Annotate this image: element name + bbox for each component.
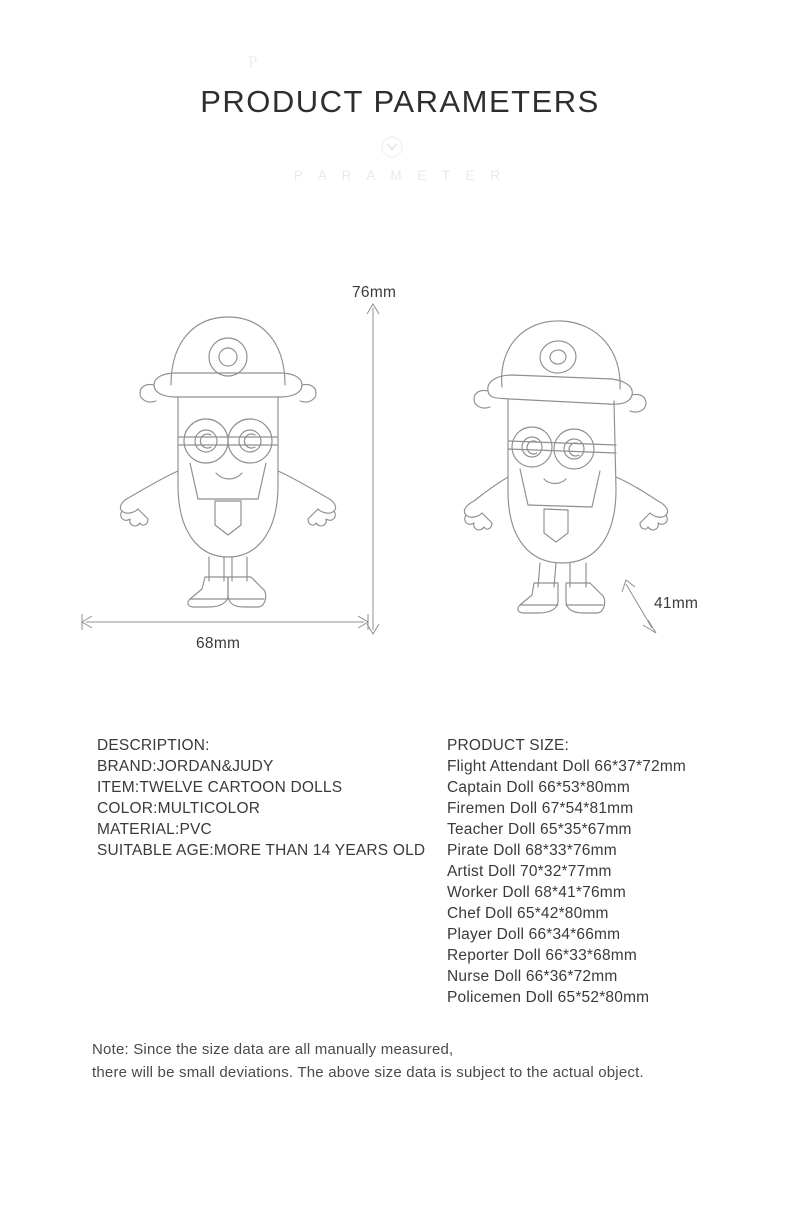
note-line: there will be small deviations. The above size data is subject to the actual object. (92, 1064, 644, 1081)
description-line: MATERIAL:PVC (97, 821, 212, 838)
product-size-item: Player Doll 66*34*66mm (447, 926, 621, 943)
product-size-heading: PRODUCT SIZE: (447, 737, 570, 754)
product-size-item: Teacher Doll 65*35*67mm (447, 821, 632, 838)
description-heading: DESCRIPTION: (97, 737, 210, 754)
product-size-block (447, 735, 777, 1008)
worker-doll-side-view (440, 295, 720, 625)
note-block (92, 1038, 772, 1084)
product-size-item: Policemen Doll 65*52*80mm (447, 989, 650, 1006)
product-figures (0, 260, 800, 680)
width-dimension-label: 68mm (196, 635, 241, 652)
product-size-item: Artist Doll 70*32*77mm (447, 863, 612, 880)
product-size-item: Chef Doll 65*42*80mm (447, 905, 609, 922)
product-size-item: Captain Doll 66*53*80mm (447, 779, 630, 796)
product-size-item: Nurse Doll 66*36*72mm (447, 968, 618, 985)
description-line: COLOR:MULTICOLOR (97, 800, 261, 817)
header-watermark-letter: P (248, 52, 260, 71)
product-size-item: Reporter Doll 66*33*68mm (447, 947, 638, 964)
description-line: SUITABLE AGE:MORE THAN 14 YEARS OLD (97, 842, 426, 859)
product-size-item: Firemen Doll 67*54*81mm (447, 800, 634, 817)
note-line: Note: Since the size data are all manually measured, (92, 1041, 454, 1058)
description-block (97, 735, 447, 861)
page-title: PRODUCT PARAMETERS (200, 84, 600, 119)
product-size-item: Worker Doll 68*41*76mm (447, 884, 626, 901)
description-line: BRAND:JORDAN&JUDY (97, 758, 274, 775)
page-header (0, 0, 800, 220)
description-line: ITEM:TWELVE CARTOON DOLLS (97, 779, 343, 796)
product-size-item: Flight Attendant Doll 66*37*72mm (447, 758, 687, 775)
page-subtitle: P A R A M E T E R (293, 168, 507, 183)
height-dimension-line (360, 300, 386, 640)
depth-dimension-label: 41mm (654, 595, 699, 612)
worker-doll-front-view (78, 285, 378, 625)
width-dimension-line (80, 612, 370, 632)
down-chevron-circle-icon (381, 136, 403, 158)
product-size-item: Pirate Doll 68*33*76mm (447, 842, 617, 859)
height-dimension-label: 76mm (352, 284, 397, 301)
